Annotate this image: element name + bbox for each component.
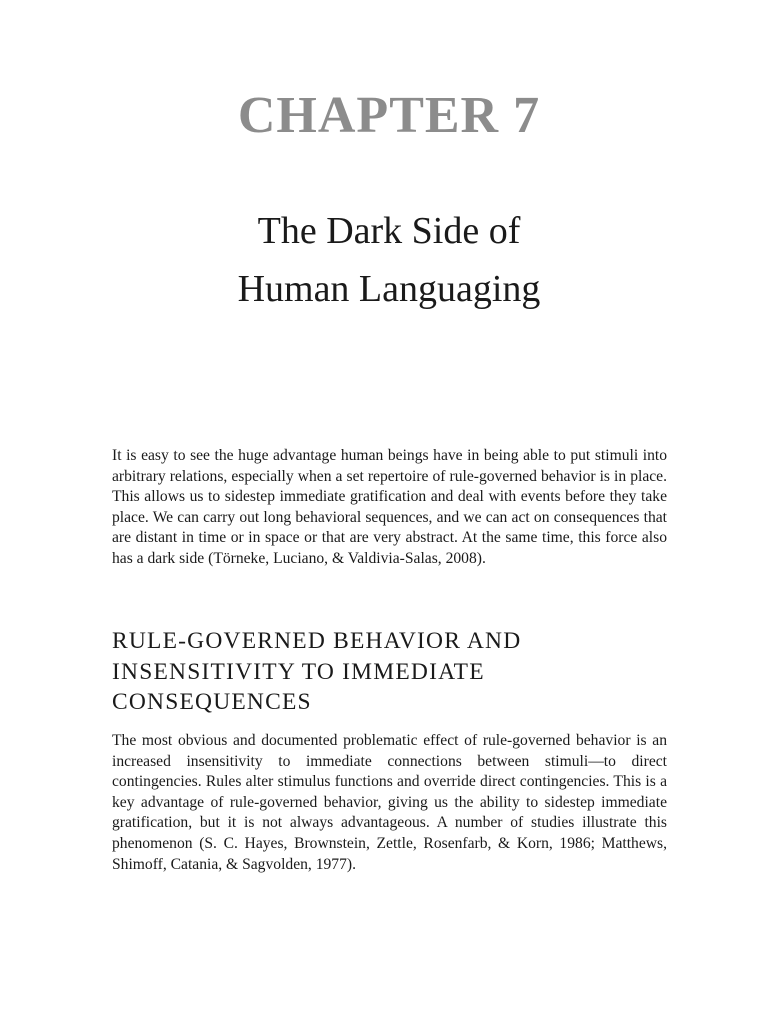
section-heading-line-3: CONSEQUENCES [112,689,312,715]
section-paragraph: The most obvious and documented problematic effect of rule-governed behavior is an increased insensitivity to immediate connections between stimuli—to direct contingencies. Rules alter stimulus functions and override direct contingencies. This is a key advantage of rule-governed behavior, giving us the ability to sidestep immediate gratification, but it is not always advantageous. A number of studies illustrate this phenomenon (S. C. Hayes, Brownstein, Zettle, Rosenfarb, & Korn, 1986; Matthews, Shimoff, Catania, & Sagvolden, 1977). [112,732,667,873]
chapter-label: CHAPTER 7 [237,87,541,144]
chapter-title-line-2: Human Languaging [237,268,541,310]
section-heading-line-2: INSENSITIVITY TO IMMEDIATE [112,658,485,685]
section-heading [112,626,672,718]
chapter-title [0,202,768,318]
section-heading-line-1: RULE-GOVERNED BEHAVIOR AND [112,628,522,654]
chapter-title-line-1: The Dark Side of [257,210,521,252]
intro-paragraph: It is easy to see the huge advantage human beings have in being able to put stimuli into arbitrary relations, especially when a set repertoire of rule-governed behavior is in place. This allows us to sidestep immediate gratification and deal with events before they take place. We can carry out long behavioral sequences, and we can act on consequences that are distant in time or in space or that are very abstract. At the same time, this force also has a dark side (Törneke, Luciano, & Valdivia-Salas, 2008). [112,447,667,567]
